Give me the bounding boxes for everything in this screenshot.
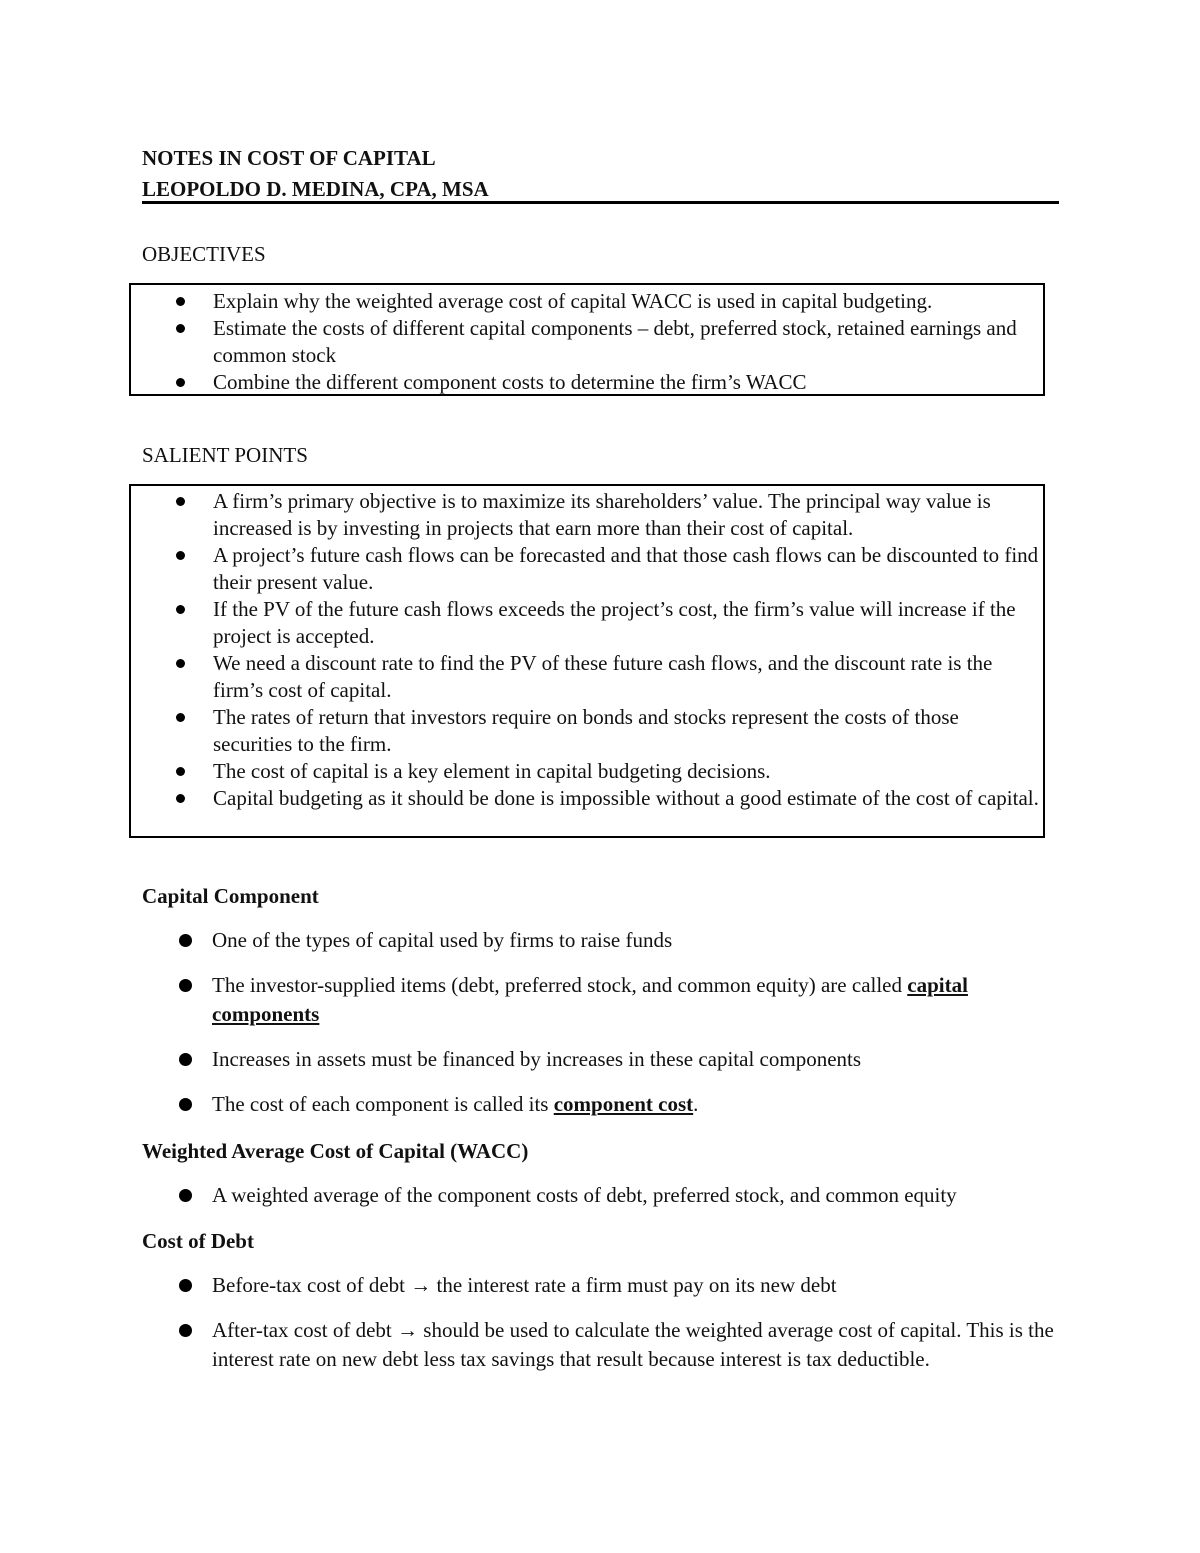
bullet-icon (179, 979, 192, 992)
list-item: The investor-supplied items (debt, preferred stock, and common equity) are called capital components (142, 971, 1072, 1029)
cost-of-debt-heading: Cost of Debt (142, 1229, 254, 1253)
bullet-icon (176, 324, 185, 333)
list-item: Before-tax cost of debt → the interest rate a firm must pay on its new debt (142, 1271, 1072, 1300)
list-item: A weighted average of the component costs of debt, preferred stock, and common equity (142, 1181, 1072, 1210)
component-cost-term: component cost (553, 1092, 694, 1116)
list-item: The rates of return that investors require on bonds and stocks represent the costs of those securities to the firm. (131, 704, 1043, 758)
bullet-icon (179, 1189, 192, 1202)
list-item: One of the types of capital used by firms to raise funds (142, 926, 1072, 955)
capital-component-heading: Capital Component (142, 884, 319, 908)
list-item: Combine the different component costs to determine the firm’s WACC (131, 369, 1043, 396)
title-underline (142, 201, 1059, 204)
document-title (142, 143, 1060, 205)
bullet-icon (176, 794, 185, 803)
list-item: The cost of capital is a key element in capital budgeting decisions. (131, 758, 1043, 785)
wacc-heading: Weighted Average Cost of Capital (WACC) (142, 1139, 529, 1163)
wacc-list (142, 1181, 1072, 1226)
bullet-icon (179, 934, 192, 947)
objectives-box (129, 283, 1045, 396)
bullet-icon (176, 605, 185, 614)
list-item: A firm’s primary objective is to maximize its shareholders’ value. The principal way value is increased is by investing in projects that earn more than their cost of capital. (131, 488, 1043, 542)
objectives-label: OBJECTIVES (142, 242, 266, 266)
list-item: Capital budgeting as it should be done is impossible without a good estimate of the cost of capital. (131, 785, 1043, 812)
bullet-icon (179, 1098, 192, 1111)
arrow-right-icon: → (397, 1318, 419, 1342)
bullet-icon (176, 378, 185, 387)
list-item: A project’s future cash flows can be forecasted and that those cash flows can be discounted to find their present value. (131, 542, 1043, 596)
title-line-2: LEOPOLDO D. MEDINA, CPA, MSA (142, 177, 489, 201)
salient-points-label: SALIENT POINTS (142, 443, 308, 467)
salient-points-box (129, 484, 1045, 838)
bullet-icon (176, 497, 185, 506)
list-item: If the PV of the future cash flows exceeds the project’s cost, the firm’s value will increase if the project is accepted. (131, 596, 1043, 650)
bullet-icon (176, 297, 185, 306)
arrow-right-icon: → (410, 1273, 432, 1297)
list-item: Explain why the weighted average cost of capital WACC is used in capital budgeting. (131, 288, 1043, 315)
bullet-icon (179, 1324, 192, 1337)
bullet-icon (176, 659, 185, 668)
title-line-1: NOTES IN COST OF CAPITAL (142, 146, 436, 170)
list-item: Estimate the costs of different capital components – debt, preferred stock, retained earnings and common stock (131, 315, 1043, 369)
bullet-icon (176, 551, 185, 560)
list-item: After-tax cost of debt → should be used to calculate the weighted average cost of capital. This is the interest rate on new debt less tax savings that result because interest is tax deductible. (142, 1316, 1072, 1374)
bullet-icon (179, 1279, 192, 1292)
bullet-icon (179, 1053, 192, 1066)
cost-of-debt-list (142, 1271, 1072, 1390)
bullet-icon (176, 767, 185, 776)
capital-component-list (142, 926, 1072, 1135)
capital-components-term: capital components (212, 973, 968, 1026)
list-item: We need a discount rate to find the PV of these future cash flows, and the discount rate is the firm’s cost of capital. (131, 650, 1043, 704)
bullet-icon (176, 713, 185, 722)
list-item: The cost of each component is called its component cost. (142, 1090, 1072, 1119)
list-item: Increases in assets must be financed by increases in these capital components (142, 1045, 1072, 1074)
